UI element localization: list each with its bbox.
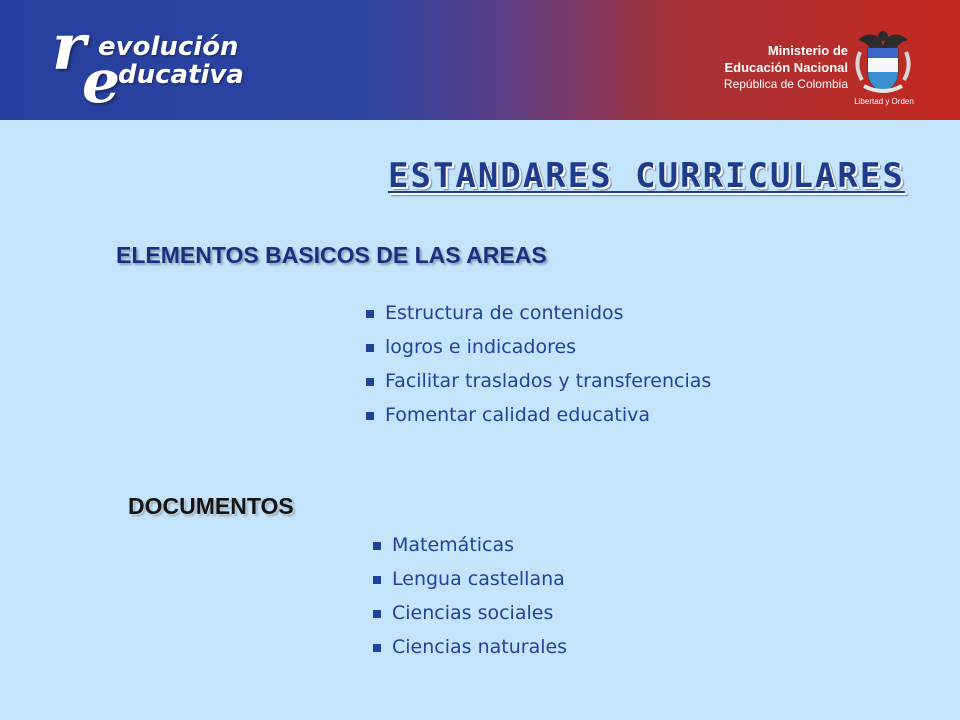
ministry-name [718,42,848,93]
logo-letter-r: r [52,10,86,85]
section-heading-elementos: ELEMENTOS BASICOS DE LAS AREAS [116,242,547,268]
section-heading-documentos: DOCUMENTOS [128,493,294,519]
list-item-label: Ciencias sociales [392,602,554,624]
bullet-square-icon [373,644,381,652]
list-item-label: logros e indicadores [385,336,577,358]
logo-letter-e: e [82,47,121,117]
ministry-line-1: Ministerio de [767,43,848,58]
list-item [366,296,711,330]
coat-of-arms-icon [852,26,914,96]
header-banner [0,0,960,120]
list-item [373,596,567,630]
list-item [366,364,711,398]
revolucion-educativa-logo [48,10,288,117]
motto-text: Libertad y Orden [854,97,914,106]
ministry-line-2: Educación Nacional [724,60,848,75]
logo-word-2: ducativa [118,60,244,90]
list-item [373,562,567,596]
logo-word-1: evolución [98,32,239,62]
bullet-square-icon [366,344,374,352]
list-item-label: Lengua castellana [392,568,565,590]
list-item [366,398,711,432]
page-title: ESTANDARES CURRICULARES [388,156,905,196]
list-item-label: Estructura de contenidos [385,302,624,324]
list-item-label: Facilitar traslados y transferencias [385,370,712,392]
bullet-square-icon [366,310,374,318]
list-item-label: Ciencias naturales [392,636,568,658]
list-item [373,630,567,664]
bullet-square-icon [373,610,381,618]
list-item [366,330,711,364]
list-item [373,528,567,562]
documentos-list [373,528,567,664]
list-item-label: Fomentar calidad educativa [385,404,651,426]
elementos-list [366,296,711,432]
bullet-square-icon [373,576,381,584]
bullet-square-icon [366,412,374,420]
bullet-square-icon [366,378,374,386]
bullet-square-icon [373,542,381,550]
ministry-line-3: República de Colombia [723,77,848,91]
list-item-label: Matemáticas [392,534,515,556]
